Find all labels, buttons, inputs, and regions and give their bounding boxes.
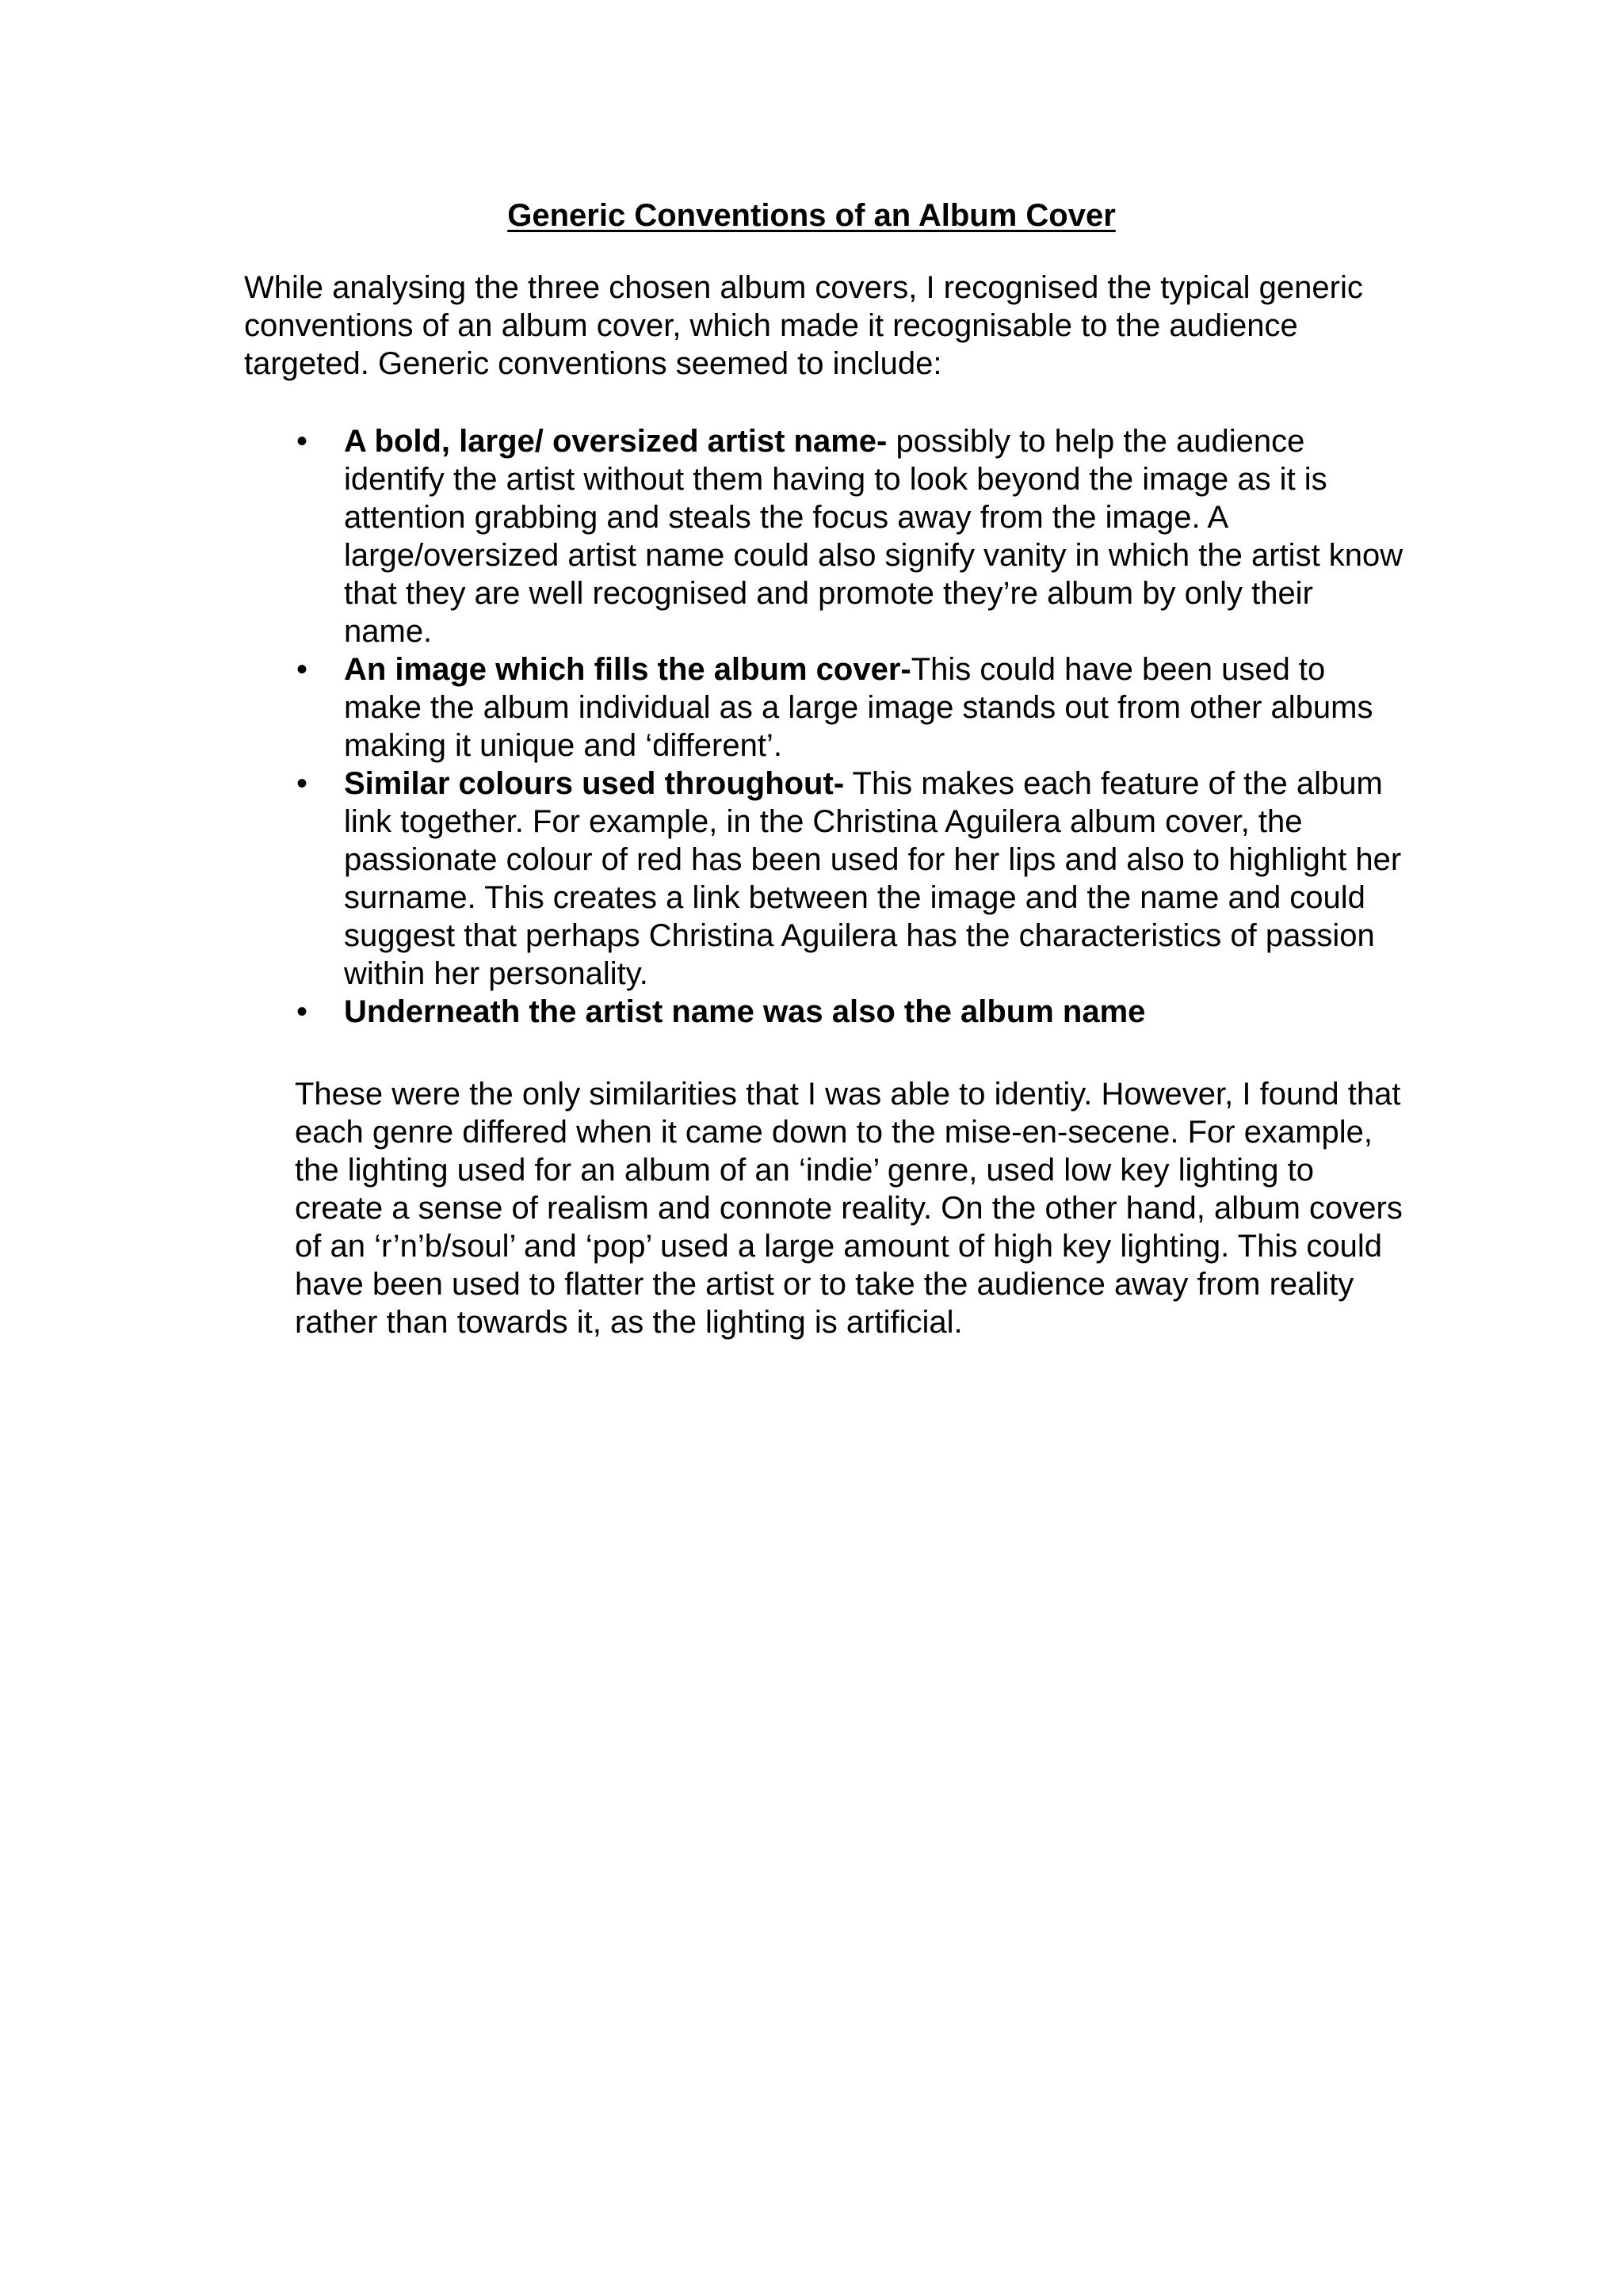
list-item-lead: An image which fills the album cover-: [344, 652, 911, 687]
intro-paragraph: While analysing the three chosen album covers, I recognised the typical generic conventions of an album cover, which made it recognisable to the audience targeted. Generic conventions seemed to include:: [244, 270, 1363, 381]
list-item-text: This makes each feature of the album link together. For example, in the Christina Aguilera album cover, the passionate colour of red has been used for her lips and also to highlight her surname. This creates a link between the image and the name and could suggest that perhaps Christina Aguilera has the characteristics of passion within her personality.: [344, 766, 1402, 991]
list-item-lead: Similar colours used throughout-: [344, 766, 845, 801]
list-item-text: possibly to help the audience identify the artist without them having to look beyond the image as it is attention grabbing and steals the focus away from the image. A large/oversized artist name could also signify vanity in which the artist know that they are well recognised and promote they’re album by only their name.: [344, 424, 1403, 649]
bullet-icon: •: [296, 994, 308, 1029]
bullet-icon: •: [296, 766, 308, 801]
list-item: [295, 993, 1404, 1031]
list-item-text: This could have been used to make the album individual as a large image stands out from other albums making it unique and ‘different’.: [344, 652, 1373, 763]
page-title: Generic Conventions of an Album Cover: [507, 198, 1116, 233]
closing-paragraph: These were the only similarities that I was able to identiy. However, I found that each genre differed when it came down to the mise-en-secene. For example, the lighting used for an album of an ‘indie’ genre, used low key lighting to create a sense of realism and connote reality. On the other hand, album covers of an ‘r’n’b/soul’ and ‘pop’ used a large amount of high key lighting. This could have been used to flatter the artist or to take the audience away from reality rather than towards it, as the lighting is artificial.: [295, 1077, 1403, 1340]
list-item-lead: Underneath the artist name was also the album name: [344, 994, 1146, 1029]
list-item-lead: A bold, large/ oversized artist name-: [344, 424, 888, 459]
bullet-icon: •: [296, 424, 308, 459]
list-item: [295, 765, 1404, 993]
conventions-list: [295, 422, 1404, 1031]
list-item: [295, 650, 1404, 765]
bullet-icon: •: [296, 652, 308, 687]
list-item: [295, 422, 1404, 650]
